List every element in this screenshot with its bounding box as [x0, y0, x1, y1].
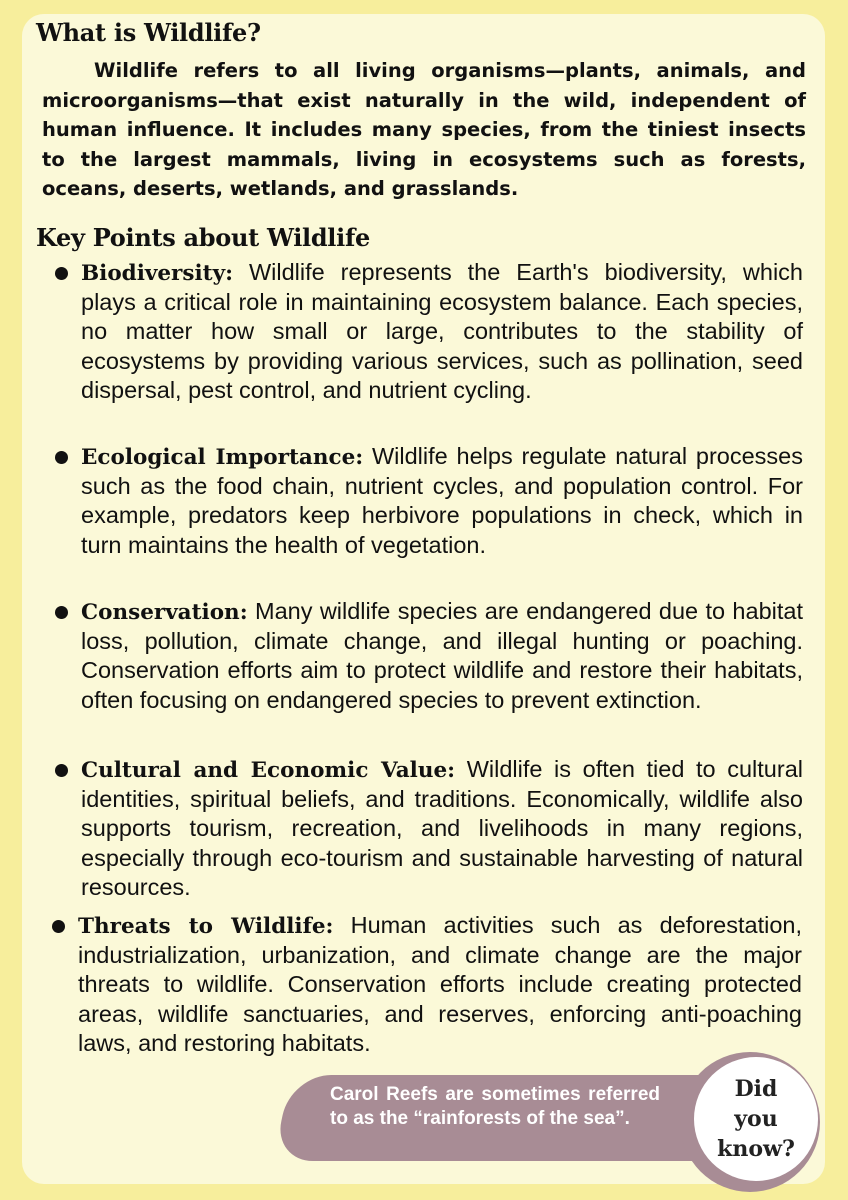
- did-you-know-fact: Carol Reefs are sometimes referred to as the “rainforests of the sea”.: [330, 1084, 660, 1129]
- point-body: Wildlife represents the Earth's biodiversity, which plays a critical role in maintaining ecosystem balance. Each species, no matter how small or large, contributes to the stability of ecosystems by providing various services, such as pollination, seed dispersal, pest control, and nutrient cycling.: [81, 259, 803, 403]
- bullet-icon: [55, 764, 68, 777]
- point-term: Cultural and Economic Value:: [81, 758, 456, 783]
- point-text: [81, 442, 803, 560]
- point-body: Many wildlife species are endangered due to habitat loss, pollution, climate change, and illegal hunting or poaching. Conservation efforts aim to protect wildlife and restore their habitats, often focusing on endangered species to prevent extinction.: [81, 598, 803, 713]
- point-body: Human activities such as deforestation, industrialization, urbanization, and climate change are the major threats to wildlife. Conservation efforts include creating protected areas, wildlife sanctuaries, and reserves, enforcing anti-poaching laws, and restoring habitats.: [78, 912, 802, 1056]
- did-you-know-label: [717, 1074, 795, 1164]
- did-you-know-badge: [694, 1057, 818, 1181]
- bullet-icon: [55, 267, 68, 280]
- point-term: Conservation:: [81, 600, 248, 625]
- point-text: [81, 755, 803, 902]
- bullet-icon: [55, 451, 68, 464]
- did-you-know-line-2: you: [734, 1106, 778, 1132]
- did-you-know-line-1: Did: [734, 1076, 778, 1102]
- point-term: Threats to Wildlife:: [78, 914, 334, 939]
- point-text: [81, 597, 803, 715]
- point-text: [81, 258, 803, 405]
- point-term: Ecological Importance:: [81, 445, 364, 470]
- bullet-icon: [52, 920, 65, 933]
- intro-paragraph: Wildlife refers to all living organisms—plants, animals, and microorganisms—that exist naturally in the wild, independent of human influence. It includes many species, from the tiniest insects to the largest mammals, living in ecosystems such as forests, oceans, deserts, wetlands, and grasslands.: [42, 59, 806, 200]
- did-you-know-line-3: know?: [717, 1136, 795, 1162]
- key-points-heading: Key Points about Wildlife: [36, 223, 370, 252]
- point-term: Biodiversity:: [81, 261, 234, 286]
- point-text: [78, 911, 802, 1058]
- point-body: Wildlife is often tied to cultural identities, spiritual beliefs, and traditions. Economically, wildlife also supports tourism, recreation, and livelihoods in many regions, especially through eco-tourism and sustainable harvesting of natural resources.: [81, 756, 803, 900]
- point-body: Wildlife helps regulate natural processes such as the food chain, nutrient cycles, and population control. For example, predators keep herbivore populations in check, which in turn maintains the health of vegetation.: [81, 443, 803, 558]
- page-title: What is Wildlife?: [36, 18, 261, 47]
- bullet-icon: [55, 606, 68, 619]
